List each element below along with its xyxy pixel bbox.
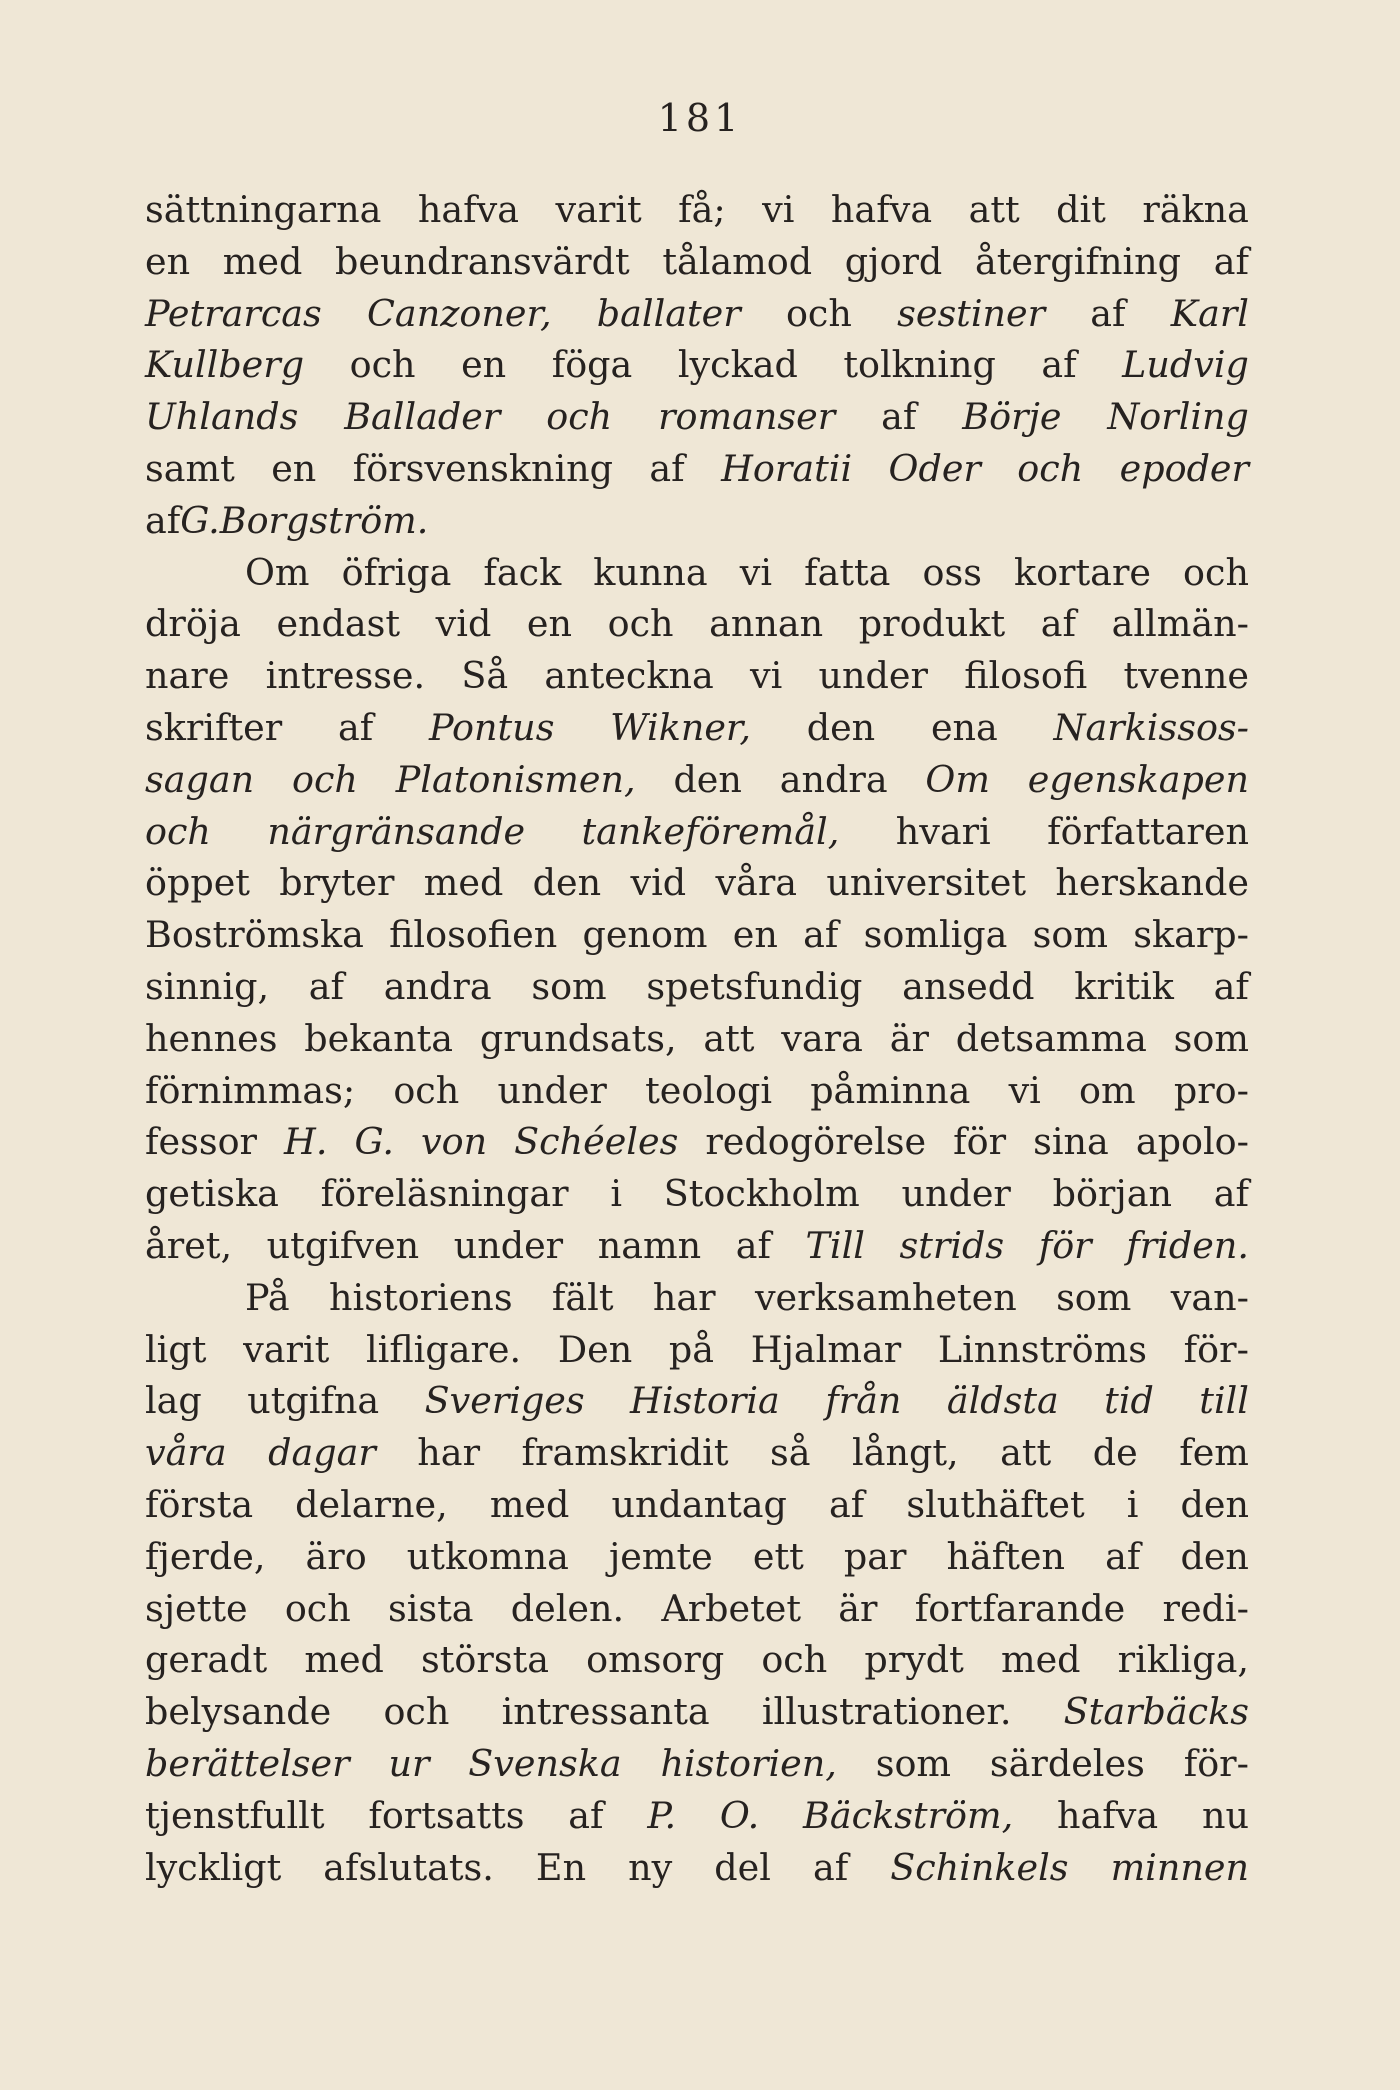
word: har (417, 1431, 481, 1475)
word: del (714, 1845, 771, 1889)
word: dagar (268, 1431, 376, 1475)
word: skarp- (1133, 913, 1249, 957)
word: gjord (844, 239, 943, 283)
word: intressanta (501, 1690, 710, 1734)
word: författaren (1047, 809, 1249, 853)
body-text (145, 188, 1249, 1897)
word: öppet (145, 861, 250, 905)
word: och (383, 1690, 450, 1734)
word: en (732, 913, 778, 957)
word: namn (597, 1223, 702, 1267)
word: Starbäcks (1063, 1690, 1249, 1734)
text-line (145, 1172, 1249, 1224)
word: Stockholm (663, 1172, 860, 1216)
text-line (145, 1535, 1249, 1587)
word: O. (719, 1793, 760, 1837)
word: af (1213, 239, 1249, 283)
word: få; (678, 188, 726, 231)
word: tålamod (662, 239, 813, 283)
word: så (770, 1431, 811, 1475)
word: illustrationer. (761, 1690, 1012, 1734)
word: spetsfundig (646, 964, 863, 1008)
word: under (453, 1223, 564, 1267)
word: försvenskning (352, 446, 613, 490)
word: hafva (1057, 1793, 1159, 1837)
text-line (145, 1846, 1249, 1898)
word: och (1183, 550, 1249, 594)
word: som (875, 1741, 952, 1785)
text-line (145, 1069, 1249, 1121)
word: redi- (1162, 1586, 1249, 1630)
word: filosofien (389, 913, 558, 957)
text-line (145, 913, 1249, 965)
word: somliga (863, 913, 1008, 957)
word: hafva (830, 188, 933, 231)
word: nare (145, 654, 230, 698)
text-line (145, 1224, 1249, 1276)
word: föreläsningar (320, 1172, 569, 1216)
word: par (843, 1534, 907, 1578)
word: Bäckström, (803, 1793, 1014, 1837)
word: af (649, 446, 685, 490)
word: en (461, 343, 507, 387)
word: filosofi (964, 654, 1088, 698)
word: produkt (858, 602, 1006, 646)
word: Uhlands (145, 395, 299, 439)
word: Svenska (468, 1741, 622, 1785)
word: Historia (630, 1379, 780, 1423)
word: andra (779, 757, 888, 801)
text-line (145, 1794, 1249, 1846)
text-line (145, 810, 1249, 862)
word: endast (276, 602, 401, 646)
word: H. (284, 1120, 328, 1164)
word: sista (387, 1586, 474, 1630)
word: lyckligt (145, 1845, 282, 1889)
word: förnimmas; (145, 1068, 356, 1112)
word: ur (388, 1741, 430, 1785)
word: anteckna (544, 654, 714, 698)
word: kritik (1074, 964, 1174, 1008)
word: Ballader (344, 395, 501, 439)
word: teologi (645, 1068, 772, 1112)
word: herskande (1055, 861, 1249, 905)
word: utgifna (247, 1379, 380, 1423)
word: utkomna (406, 1534, 569, 1578)
word: hvari (895, 809, 991, 853)
word: sestiner (897, 291, 1046, 335)
word: första (145, 1482, 254, 1526)
word: fortsatts (368, 1793, 525, 1837)
word: fack (483, 550, 562, 594)
word: universitet (826, 861, 1027, 905)
word: Canzoner, (367, 291, 552, 335)
word: med (222, 239, 303, 283)
word: till (1199, 1379, 1249, 1423)
word: sjette (145, 1586, 248, 1630)
word: som (1173, 1016, 1249, 1060)
word: och (761, 1638, 828, 1682)
text-line (145, 965, 1249, 1017)
word: föga (551, 343, 633, 387)
word: fortfarande (914, 1586, 1126, 1630)
word: tolkning (843, 343, 996, 387)
word: Narkissos- (1053, 705, 1249, 749)
word: kunna (593, 550, 708, 594)
word: redogörelse (705, 1120, 927, 1164)
word: största (421, 1638, 549, 1682)
text-line (145, 1379, 1249, 1431)
word: af (1040, 602, 1077, 646)
word: ballater (596, 291, 741, 335)
word: G. (354, 1120, 394, 1164)
word: skrifter (145, 705, 283, 749)
word: sluthäftet (906, 1482, 1085, 1526)
word: Norling (1107, 395, 1249, 439)
word: afslutats. (323, 1845, 494, 1889)
word: Ludvig (1122, 343, 1249, 387)
text-line (145, 1587, 1249, 1639)
word: friden. (1126, 1223, 1249, 1267)
word: räkna (1142, 188, 1249, 231)
word: året, (145, 1223, 233, 1267)
word: af (735, 1223, 771, 1267)
word: den (806, 705, 876, 749)
word: framskridit (521, 1431, 729, 1475)
word: tvenne (1123, 654, 1249, 698)
word: häften (946, 1534, 1066, 1578)
word: intresse. (265, 654, 426, 698)
word: Den (557, 1327, 633, 1371)
word: utgifven (266, 1223, 420, 1267)
word: en (271, 446, 317, 490)
text-line (145, 1431, 1249, 1483)
word: på (668, 1327, 715, 1371)
word: och (785, 291, 852, 335)
word: ny (628, 1845, 673, 1889)
word: äldsta (946, 1379, 1059, 1423)
word: i (610, 1172, 623, 1216)
word: den (1180, 1534, 1249, 1578)
word: våra (715, 861, 798, 905)
word: andra (383, 964, 492, 1008)
word: delen. (510, 1586, 625, 1630)
text-line (145, 1638, 1249, 1690)
word: minnen (1110, 1845, 1249, 1889)
word: dröja (145, 602, 241, 646)
word: pro- (1173, 1068, 1249, 1112)
text-line (145, 395, 1249, 447)
word: under (901, 1172, 1011, 1216)
word: af (1213, 1172, 1249, 1216)
word: vid (435, 602, 492, 646)
text-line (145, 1017, 1249, 1069)
word: som (1056, 1275, 1132, 1319)
word: af (1090, 291, 1126, 335)
word: ena (930, 705, 998, 749)
text-line (145, 1328, 1249, 1380)
word: oss (922, 550, 982, 594)
word: vi (762, 188, 795, 231)
word: Borgström. (219, 498, 429, 542)
word: vi (1008, 1068, 1041, 1112)
word: ett (752, 1534, 804, 1578)
word: Börje (962, 395, 1062, 439)
word: och (145, 809, 211, 853)
word: är (889, 1016, 929, 1060)
word: den (1180, 1482, 1249, 1526)
word: nu (1201, 1793, 1249, 1837)
text-line (145, 551, 1249, 603)
word: under (497, 1068, 607, 1112)
text-line (145, 861, 1249, 913)
word: den (673, 757, 742, 801)
word: Boströmska (145, 913, 364, 957)
word: närgränsande (267, 809, 526, 853)
word: Linnströms (937, 1327, 1147, 1371)
word: belysande (145, 1690, 332, 1734)
word: vid (630, 861, 687, 905)
word: kortare (1013, 550, 1151, 594)
word: samt (145, 446, 235, 490)
word: af (568, 1793, 604, 1837)
word: för- (1183, 1741, 1249, 1785)
word: är (838, 1586, 878, 1630)
word: Pontus (428, 705, 555, 749)
word: och (1017, 446, 1084, 490)
word: med (1000, 1638, 1081, 1682)
word: särdeles (989, 1741, 1145, 1785)
word: äro (305, 1534, 367, 1578)
word: har (652, 1275, 716, 1319)
word: af (812, 1845, 849, 1889)
word: allmän- (1111, 602, 1249, 646)
word: den (532, 861, 602, 905)
word: vi (749, 654, 783, 698)
text-line (145, 1690, 1249, 1742)
word: Arbetet (661, 1586, 802, 1630)
word: detsamma (955, 1016, 1147, 1060)
word: bekanta (304, 1016, 454, 1060)
word: egenskapen (1027, 757, 1249, 801)
word: Platonismen, (395, 757, 636, 801)
word: historiens (329, 1275, 513, 1319)
word: verksamheten (754, 1275, 1017, 1319)
word: tjenstfullt (145, 1793, 325, 1837)
word: sina (1033, 1120, 1109, 1164)
word: epoder (1119, 446, 1249, 490)
word: och (291, 757, 358, 801)
word: grundsats, (479, 1016, 677, 1060)
word: fessor (145, 1120, 257, 1164)
word: vi (739, 550, 773, 594)
word: Karl (1170, 291, 1249, 335)
text-line (145, 1120, 1249, 1172)
word: Kullberg (145, 343, 305, 387)
word: tankeföremål, (581, 809, 840, 853)
word: öfriga (341, 550, 452, 594)
word: under (818, 654, 928, 698)
word: berättelser (145, 1741, 350, 1785)
word: tid (1104, 1379, 1154, 1423)
word: Om (245, 550, 310, 594)
word: långt, (852, 1431, 959, 1475)
word: och (284, 1586, 351, 1630)
word: jemte (608, 1534, 713, 1578)
word: Horatii (721, 446, 853, 490)
word: En (535, 1845, 587, 1889)
word: von (421, 1120, 488, 1164)
word: och (607, 602, 674, 646)
word: lag (145, 1379, 202, 1423)
word: af (337, 705, 374, 749)
word: lifligare. (365, 1327, 522, 1371)
word: Hjalmar (750, 1327, 902, 1371)
text-line (145, 758, 1249, 810)
word: fält (551, 1275, 614, 1319)
word: Om (925, 757, 990, 801)
word: hafva (417, 188, 519, 231)
word: att (1000, 1431, 1052, 1475)
text-line (145, 1483, 1249, 1535)
word: och (546, 395, 613, 439)
word: P. (647, 1793, 677, 1837)
word: af (803, 913, 839, 957)
word: början (1052, 1172, 1172, 1216)
word: bryter (279, 861, 395, 905)
word: Schéeles (514, 1120, 679, 1164)
word: romanser (658, 395, 836, 439)
word: för (953, 1120, 1007, 1164)
text-line (145, 654, 1249, 706)
word: från (825, 1379, 902, 1423)
word: apolo- (1135, 1120, 1249, 1164)
word: varit (243, 1327, 330, 1371)
word: af (1041, 343, 1077, 387)
word: historien, (660, 1741, 837, 1785)
word: af (829, 1482, 865, 1526)
word: Oder (888, 446, 981, 490)
word: ligt (145, 1327, 207, 1371)
text-line (145, 343, 1249, 395)
word: annan (709, 602, 824, 646)
text-line (145, 292, 1249, 344)
word: Till (805, 1223, 865, 1267)
word: af (308, 964, 345, 1008)
text-line (145, 188, 1249, 240)
word: strids (899, 1223, 1005, 1267)
word: med (423, 861, 504, 905)
word: för (1038, 1223, 1092, 1267)
word: om (1079, 1068, 1136, 1112)
word: i (1126, 1482, 1139, 1526)
word: prydt (864, 1638, 964, 1682)
word: rikliga, (1117, 1638, 1249, 1682)
word: som (531, 964, 607, 1008)
word: geradt (145, 1638, 268, 1682)
word: Petrarcas (145, 291, 322, 335)
text-line (145, 240, 1249, 292)
word: af (145, 498, 181, 542)
word: På (245, 1275, 290, 1319)
word: vara (781, 1016, 863, 1060)
text-line (145, 1742, 1249, 1794)
word: att (703, 1016, 755, 1060)
text-line (145, 706, 1249, 758)
word: varit (555, 188, 642, 231)
word: påminna (810, 1068, 971, 1112)
word: Schinkels (890, 1845, 1069, 1889)
page-number: 181 (657, 96, 743, 140)
word: sagan (145, 757, 255, 801)
word: att (968, 188, 1020, 231)
text-line (145, 499, 1249, 551)
word: fjerde, (145, 1534, 266, 1578)
word: ansedd (902, 964, 1035, 1008)
word: Så (461, 654, 509, 698)
word: och (393, 1068, 460, 1112)
word: sinnig, (145, 964, 270, 1008)
word: Sveriges (424, 1379, 585, 1423)
word: af (1213, 964, 1249, 1008)
word: getiska (145, 1172, 279, 1216)
word: undantag (611, 1482, 787, 1526)
word: dit (1056, 188, 1106, 231)
word: van- (1170, 1275, 1249, 1319)
word: våra (145, 1431, 227, 1475)
word: återgifning (974, 239, 1182, 283)
word: omsorg (586, 1638, 725, 1682)
word: fem (1179, 1431, 1249, 1475)
word: en (526, 602, 573, 646)
word: och (349, 343, 416, 387)
word: med (304, 1638, 384, 1682)
text-line (145, 447, 1249, 499)
word: som (1032, 913, 1108, 957)
word: af (1105, 1534, 1141, 1578)
word: hennes (145, 1016, 278, 1060)
word: delarne, (295, 1482, 448, 1526)
word: lyckad (677, 343, 798, 387)
word: en (145, 239, 191, 283)
word: Wikner, (610, 705, 751, 749)
word: de (1092, 1431, 1138, 1475)
word: beundransvärdt (335, 239, 630, 283)
text-line (145, 1276, 1249, 1328)
word: genom (582, 913, 708, 957)
word: af (881, 395, 917, 439)
word: med (489, 1482, 570, 1526)
word: fatta (804, 550, 891, 594)
word: G. (180, 498, 220, 542)
text-line (145, 602, 1249, 654)
word: sättningarna (145, 188, 382, 231)
word: för- (1183, 1327, 1249, 1371)
